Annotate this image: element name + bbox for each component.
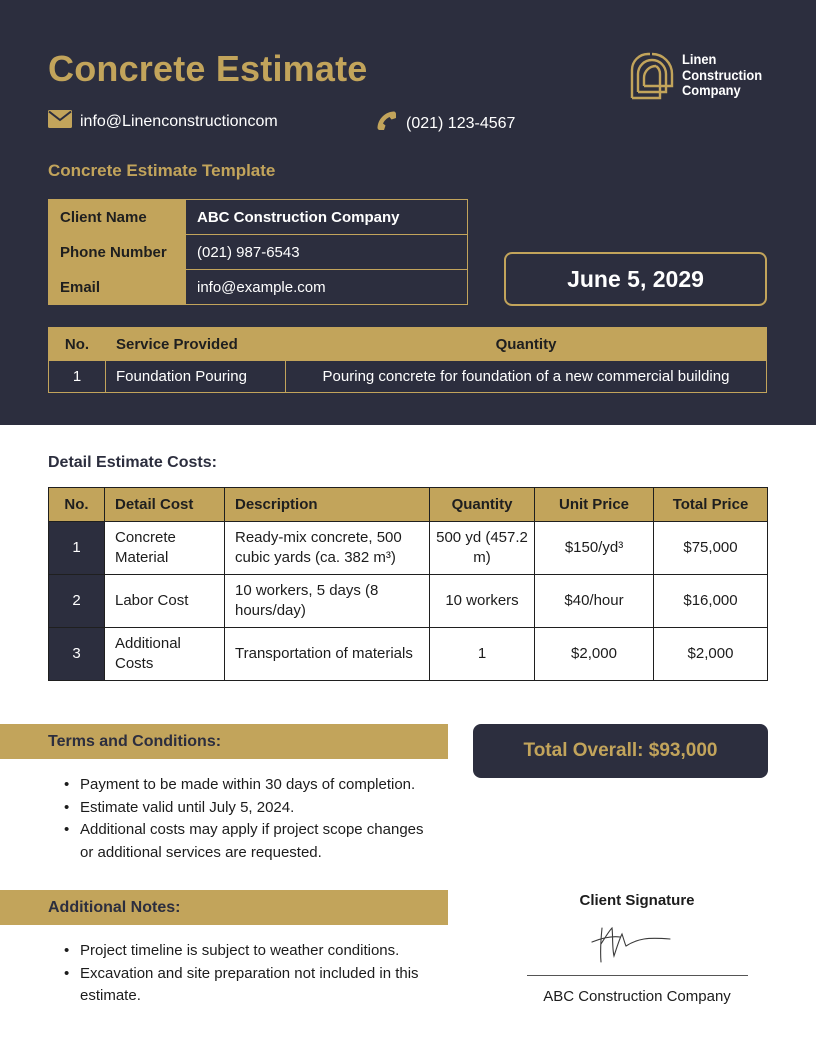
email-value: info@example.com bbox=[186, 270, 468, 305]
terms-list bbox=[80, 774, 440, 864]
company-logo-icon bbox=[630, 52, 676, 100]
column-header: Total Price bbox=[654, 488, 768, 522]
cost-no: 1 bbox=[49, 522, 105, 575]
detail-costs-heading: Detail Estimate Costs: bbox=[48, 454, 217, 471]
cost-table bbox=[48, 487, 768, 681]
table-row bbox=[49, 575, 768, 628]
list-item: • Excavation and site preparation not included in this estimate. bbox=[80, 963, 440, 1008]
estimate-date: June 5, 2029 bbox=[504, 252, 767, 306]
table-row bbox=[49, 361, 767, 393]
table-row bbox=[49, 235, 468, 270]
email-label: Email bbox=[49, 270, 186, 305]
client-name-value: ABC Construction Company bbox=[186, 200, 468, 235]
cost-quantity: 1 bbox=[430, 628, 535, 681]
phone-contact bbox=[376, 110, 515, 137]
client-info-table bbox=[48, 199, 468, 305]
header-banner bbox=[0, 0, 816, 425]
column-header: Service Provided bbox=[106, 328, 286, 361]
logo-line-2: Construction bbox=[682, 66, 763, 83]
cost-detail: Labor Cost bbox=[105, 575, 225, 628]
list-item: • Payment to be made within 30 days of completion. bbox=[80, 774, 440, 797]
total-overall: Total Overall: $93,000 bbox=[473, 724, 768, 778]
service-table bbox=[48, 327, 767, 393]
cost-no: 3 bbox=[49, 628, 105, 681]
signatory-name: ABC Construction Company bbox=[543, 988, 731, 1005]
notes-list bbox=[80, 940, 440, 1008]
company-logo-text bbox=[682, 52, 762, 99]
envelope-icon bbox=[48, 110, 72, 133]
service-quantity: Pouring concrete for foundation of a new commercial building bbox=[286, 361, 767, 393]
table-row bbox=[49, 270, 468, 305]
phone-number-label: Phone Number bbox=[49, 235, 186, 270]
cost-description: Transportation of materials bbox=[225, 628, 430, 681]
list-item: • Estimate valid until July 5, 2024. bbox=[80, 797, 440, 820]
list-item: • Project timeline is subject to weather conditions. bbox=[80, 940, 440, 963]
phone-number-value: (021) 987-6543 bbox=[186, 235, 468, 270]
table-row bbox=[49, 522, 768, 575]
table-header-row bbox=[49, 488, 768, 522]
column-header: Quantity bbox=[286, 328, 767, 361]
template-subtitle: Concrete Estimate Template bbox=[48, 161, 276, 180]
column-header: No. bbox=[49, 328, 106, 361]
column-header: Quantity bbox=[430, 488, 535, 522]
list-item: • Additional costs may apply if project scope changes or additional services are requested. bbox=[80, 819, 440, 864]
cost-unit-price: $2,000 bbox=[535, 628, 654, 681]
column-header: Description bbox=[225, 488, 430, 522]
notes-heading: Additional Notes: bbox=[0, 890, 448, 925]
cost-detail: Additional Costs bbox=[105, 628, 225, 681]
cost-total: $2,000 bbox=[654, 628, 768, 681]
phone-text[interactable]: (021) 123-4567 bbox=[406, 114, 516, 132]
email-text[interactable]: info@Linenconstructioncom bbox=[80, 112, 278, 130]
logo-line-3: Company bbox=[682, 82, 741, 98]
signature-image bbox=[588, 922, 678, 971]
cost-no: 2 bbox=[49, 575, 105, 628]
phone-icon bbox=[376, 110, 398, 137]
cost-unit-price: $40/hour bbox=[535, 575, 654, 628]
client-name-label: Client Name bbox=[49, 200, 186, 235]
cost-description: Ready-mix concrete, 500 cubic yards (ca. 382 m³) bbox=[225, 522, 430, 575]
signature-line bbox=[527, 975, 748, 976]
cost-quantity: 10 workers bbox=[430, 575, 535, 628]
cost-unit-price: $150/yd³ bbox=[535, 522, 654, 575]
page-title: Concrete Estimate bbox=[48, 48, 368, 89]
cost-total: $75,000 bbox=[654, 522, 768, 575]
email-contact bbox=[48, 110, 278, 133]
column-header: No. bbox=[49, 488, 105, 522]
terms-heading: Terms and Conditions: bbox=[0, 724, 448, 759]
service-no: 1 bbox=[49, 361, 106, 393]
cost-description: 10 workers, 5 days (8 hours/day) bbox=[225, 575, 430, 628]
cost-quantity: 500 yd (457.2 m) bbox=[430, 522, 535, 575]
service-name: Foundation Pouring bbox=[106, 361, 286, 393]
column-header: Detail Cost bbox=[105, 488, 225, 522]
signature-title: Client Signature bbox=[579, 892, 695, 909]
table-row bbox=[49, 200, 468, 235]
column-header: Unit Price bbox=[535, 488, 654, 522]
table-header-row bbox=[49, 328, 767, 361]
logo-line-1: Linen bbox=[682, 51, 717, 67]
company-logo bbox=[630, 52, 769, 100]
cost-detail: Concrete Material bbox=[105, 522, 225, 575]
cost-total: $16,000 bbox=[654, 575, 768, 628]
table-row bbox=[49, 628, 768, 681]
